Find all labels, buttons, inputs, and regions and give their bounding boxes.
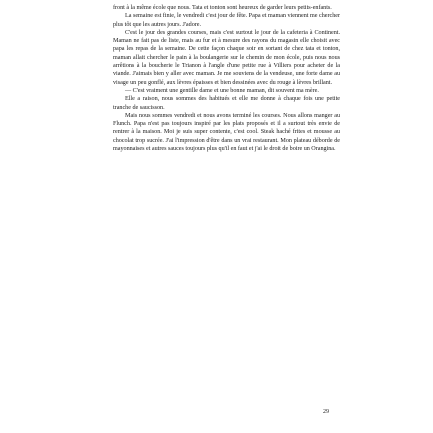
- paragraph-2: La semaine est finie, le vendredi c'est jour de fête. Papa et maman viennent me chercher plus tôt que les autres jours. J'adore.: [113, 13, 340, 28]
- paragraph-4: — C'est vraiment une gentille dame et une bonne maman, dit souvent ma mère.: [125, 87, 319, 94]
- paragraph-5: Elle a raison, nous sommes des habitués et elle me donne à chaque fois une petite tranche de saucisson.: [113, 96, 340, 111]
- paragraph-6: Mais nous sommes vendredi et nous avons terminé les courses. Nous allons manger au Flunch. Papa n'est pas toujours inspiré par les plats proposés et il a surtout très envie de rentrer à la maison. Moi je suis super contente, c'est cool. Steak haché frites et mousse au chocolat trop sucrée. J'ai l'impression d'être dans un vrai restaurant. Mon plateau déborde de mayonnaises et autres sauces toujours plus qu'il en faut et j'ai le droit de boire un Orangina.: [113, 112, 340, 153]
- paragraph-3: C'est le jour des grandes courses, mais c'est surtout le jour de la cafeteria à Continent. Maman ne fait pas de liste, mais au fur et à mesure des rayons du magasin elle choisit avec papa les repas de la semaine. De cette façon chaque soir en sortant de chez tata et tonton, maman allait chercher le pain à la boulangerie sur le chemin de mon école, puis nous nous arrêtions à la boucherie le Trianon à l'angle d'une petite rue à Villiers pour acheter de la viande. J'aimais bien y aller avec maman. Je me souviens de la vendeuse, une forte dame au visage un peu gonflé, aux lèvres épaisses et bien dessinées avec du rouge à lèvres brillant.: [113, 29, 340, 86]
- text-column: [113, 4, 340, 153]
- page-number: 29: [323, 409, 329, 415]
- paragraph-1: front à la même école que nous. Tata et tonton sont heureux de garder leurs petits-enfants.: [113, 5, 332, 11]
